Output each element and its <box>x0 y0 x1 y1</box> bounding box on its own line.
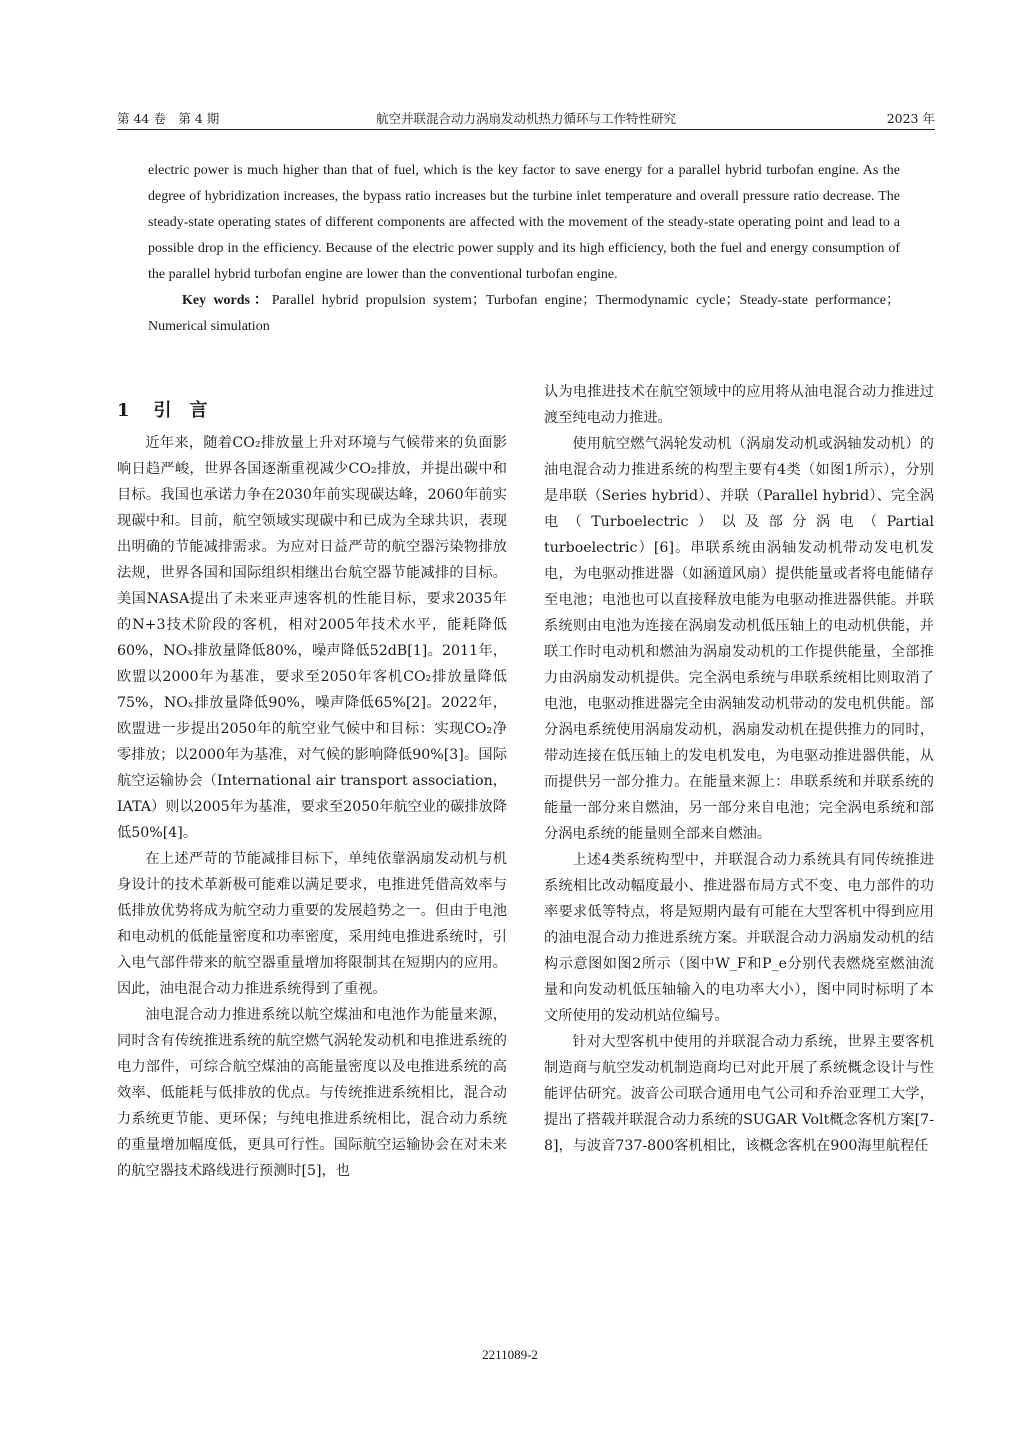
left-column <box>117 430 507 1184</box>
right-column <box>544 379 934 1159</box>
keywords <box>148 288 900 340</box>
abstract-text: electric power is much higher than that of fuel, which is the key factor to save energy for a parallel hybrid turbofan engine. As the degree of hybridization increases, the bypass ratio increases but the turbine inlet temperature and overall pressure ratio decrease. The steady-state operating states of different components are affected with the movement of the steady-state operating point and lead to a possible drop in the efficiency. Because of the electric power supply and its high efficiency, both the fuel and energy consumption of the parallel hybrid turbofan engine are lower than the conventional turbofan engine. <box>148 163 900 282</box>
keywords-label: Key words： <box>182 293 272 308</box>
paragraph: 在上述严苛的节能减排目标下，单纯依靠涡扇发动机与机身设计的技术革新极可能难以满足要求，电推进凭借高效率与低排放优势将成为航空动力重要的发展趋势之一。但由于电池和电动机的低能量密度和功率密度，采用纯电推进系统时，引入电气部件带来的航空器重量增加将限制其在短期内的应用。因此，油电混合动力推进系统得到了重视。 <box>117 851 507 997</box>
section-heading <box>117 396 232 422</box>
running-header <box>117 107 935 130</box>
paragraph: 认为电推进技术在航空领域中的应用将从油电混合动力推进过渡至纯电动力推进。 <box>544 384 934 426</box>
journal-running-title: 航空并联混合动力涡扇发动机热力循环与工作特性研究 <box>375 111 676 126</box>
volume-issue: 第 44 卷 第 4 期 <box>117 111 220 126</box>
paragraph: 上述4类系统构型中，并联混合动力系统具有同传统推进系统相比改动幅度最小、推进器布局方式不变、电力部件的功率要求低等特点，将是短期内最有可能在大型客机中得到应用的油电混合动力推进系统方案。并联混合动力涡扇发动机的结构示意图如图2所示（图中W_F和P_e分别代表燃烧室燃油流量和向发动机低压轴输入的电功率大小），图中同时标明了本文所使用的发动机站位编号。 <box>544 852 934 1024</box>
paragraph: 近年来，随着CO₂排放量上升对环境与气候带来的负面影响日趋严峻，世界各国逐渐重视减少CO₂排放，并提出碳中和目标。我国也承诺力争在2030年前实现碳达峰，2060年前实现碳中和。目前，航空领域实现碳中和已成为全球共识，表现出明确的节能减排需求。为应对日益严苛的航空器污染物排放法规，世界各国和国际组织相继出台航空器节能减排的目标。美国NASA提出了未来亚声速客机的性能目标，要求2035年的N+3技术阶段的客机，相对2005年技术水平，能耗降低60%，NOₓ排放量降低80%，噪声降低52dB[1]。2011年，欧盟以2000年为基准，要求至2050年客机CO₂排放量降低75%，NOₓ排放量降低90%，噪声降低65%[2]。2022年，欧盟进一步提出2050年的航空业气候中和目标：实现CO₂净零排放；以2000年为基准，对气候的影响降低90%[3]。国际航空运输协会（International air transport association，IATA）则以2005年为基准，要求至2050年航空业的碳排放降低50%[4]。 <box>117 435 507 841</box>
section-number: 1 <box>117 400 130 421</box>
keywords-list: Parallel hybrid propulsion system；Turbofan engine；Thermodynamic cycle；Steady-state performance；Numerical simulation <box>148 293 900 334</box>
section-title: 引 言 <box>153 400 208 421</box>
paragraph: 针对大型客机中使用的并联混合动力系统，世界主要客机制造商与航空发动机制造商均已对此开展了系统概念设计与性能评估研究。波音公司联合通用电气公司和乔治亚理工大学，提出了搭载并联混合动力系统的SUGAR Volt概念客机方案[7-8]，与波音737-800客机相比，该概念客机在900海里航程任 <box>544 1034 934 1154</box>
publication-year: 2023 年 <box>886 111 935 126</box>
abstract-block <box>148 158 900 340</box>
paragraph: 使用航空燃气涡轮发动机（涡扇发动机或涡轴发动机）的油电混合动力推进系统的构型主要有4类（如图1所示），分别是串联（Series hybrid）、并联（Parallel hybrid）、完全涡电（Turboelectric）以及部分涡电（Partial turboelectric）[6]。串联系统由涡轴发动机带动发电机发电，为电驱动推进器（如涵道风扇）提供能量或者将电能储存至电池；电池也可以直接释放电能为电驱动推进器供能。并联系统则由电池为连接在涡扇发动机低压轴上的电动机供能，并联工作时电动机和燃油为涡扇发动机的工作提供能量，全部推力由涡扇发动机提供。完全涡电系统与串联系统相比则取消了电池，电驱动推进器完全由涡轴发动机带动的发电机供能。部分涡电系统使用涡扇发动机，涡扇发动机在提供推力的同时，带动连接在低压轴上的发电机发电，为电驱动推进器供能，从而提供另一部分推力。在能量来源上：串联系统和并联系统的能量一部分来自燃油，另一部分来自电池；完全涡电系统和部分涡电系统的能量则全部来自燃油。 <box>544 436 934 842</box>
page-number: 2211089-2 <box>482 1347 538 1362</box>
paragraph: 油电混合动力推进系统以航空煤油和电池作为能量来源，同时含有传统推进系统的航空燃气涡轮发动机和电推进系统的电力部件，可综合航空煤油的高能量密度以及电推进系统的高效率、低能耗与低排放的优点。与传统推进系统相比，混合动力系统更节能、更环保；与纯电推进系统相比，混合动力系统的重量增加幅度低，更具可行性。国际航空运输协会在对未来的航空器技术路线进行预测时[5]，也 <box>117 1007 507 1179</box>
